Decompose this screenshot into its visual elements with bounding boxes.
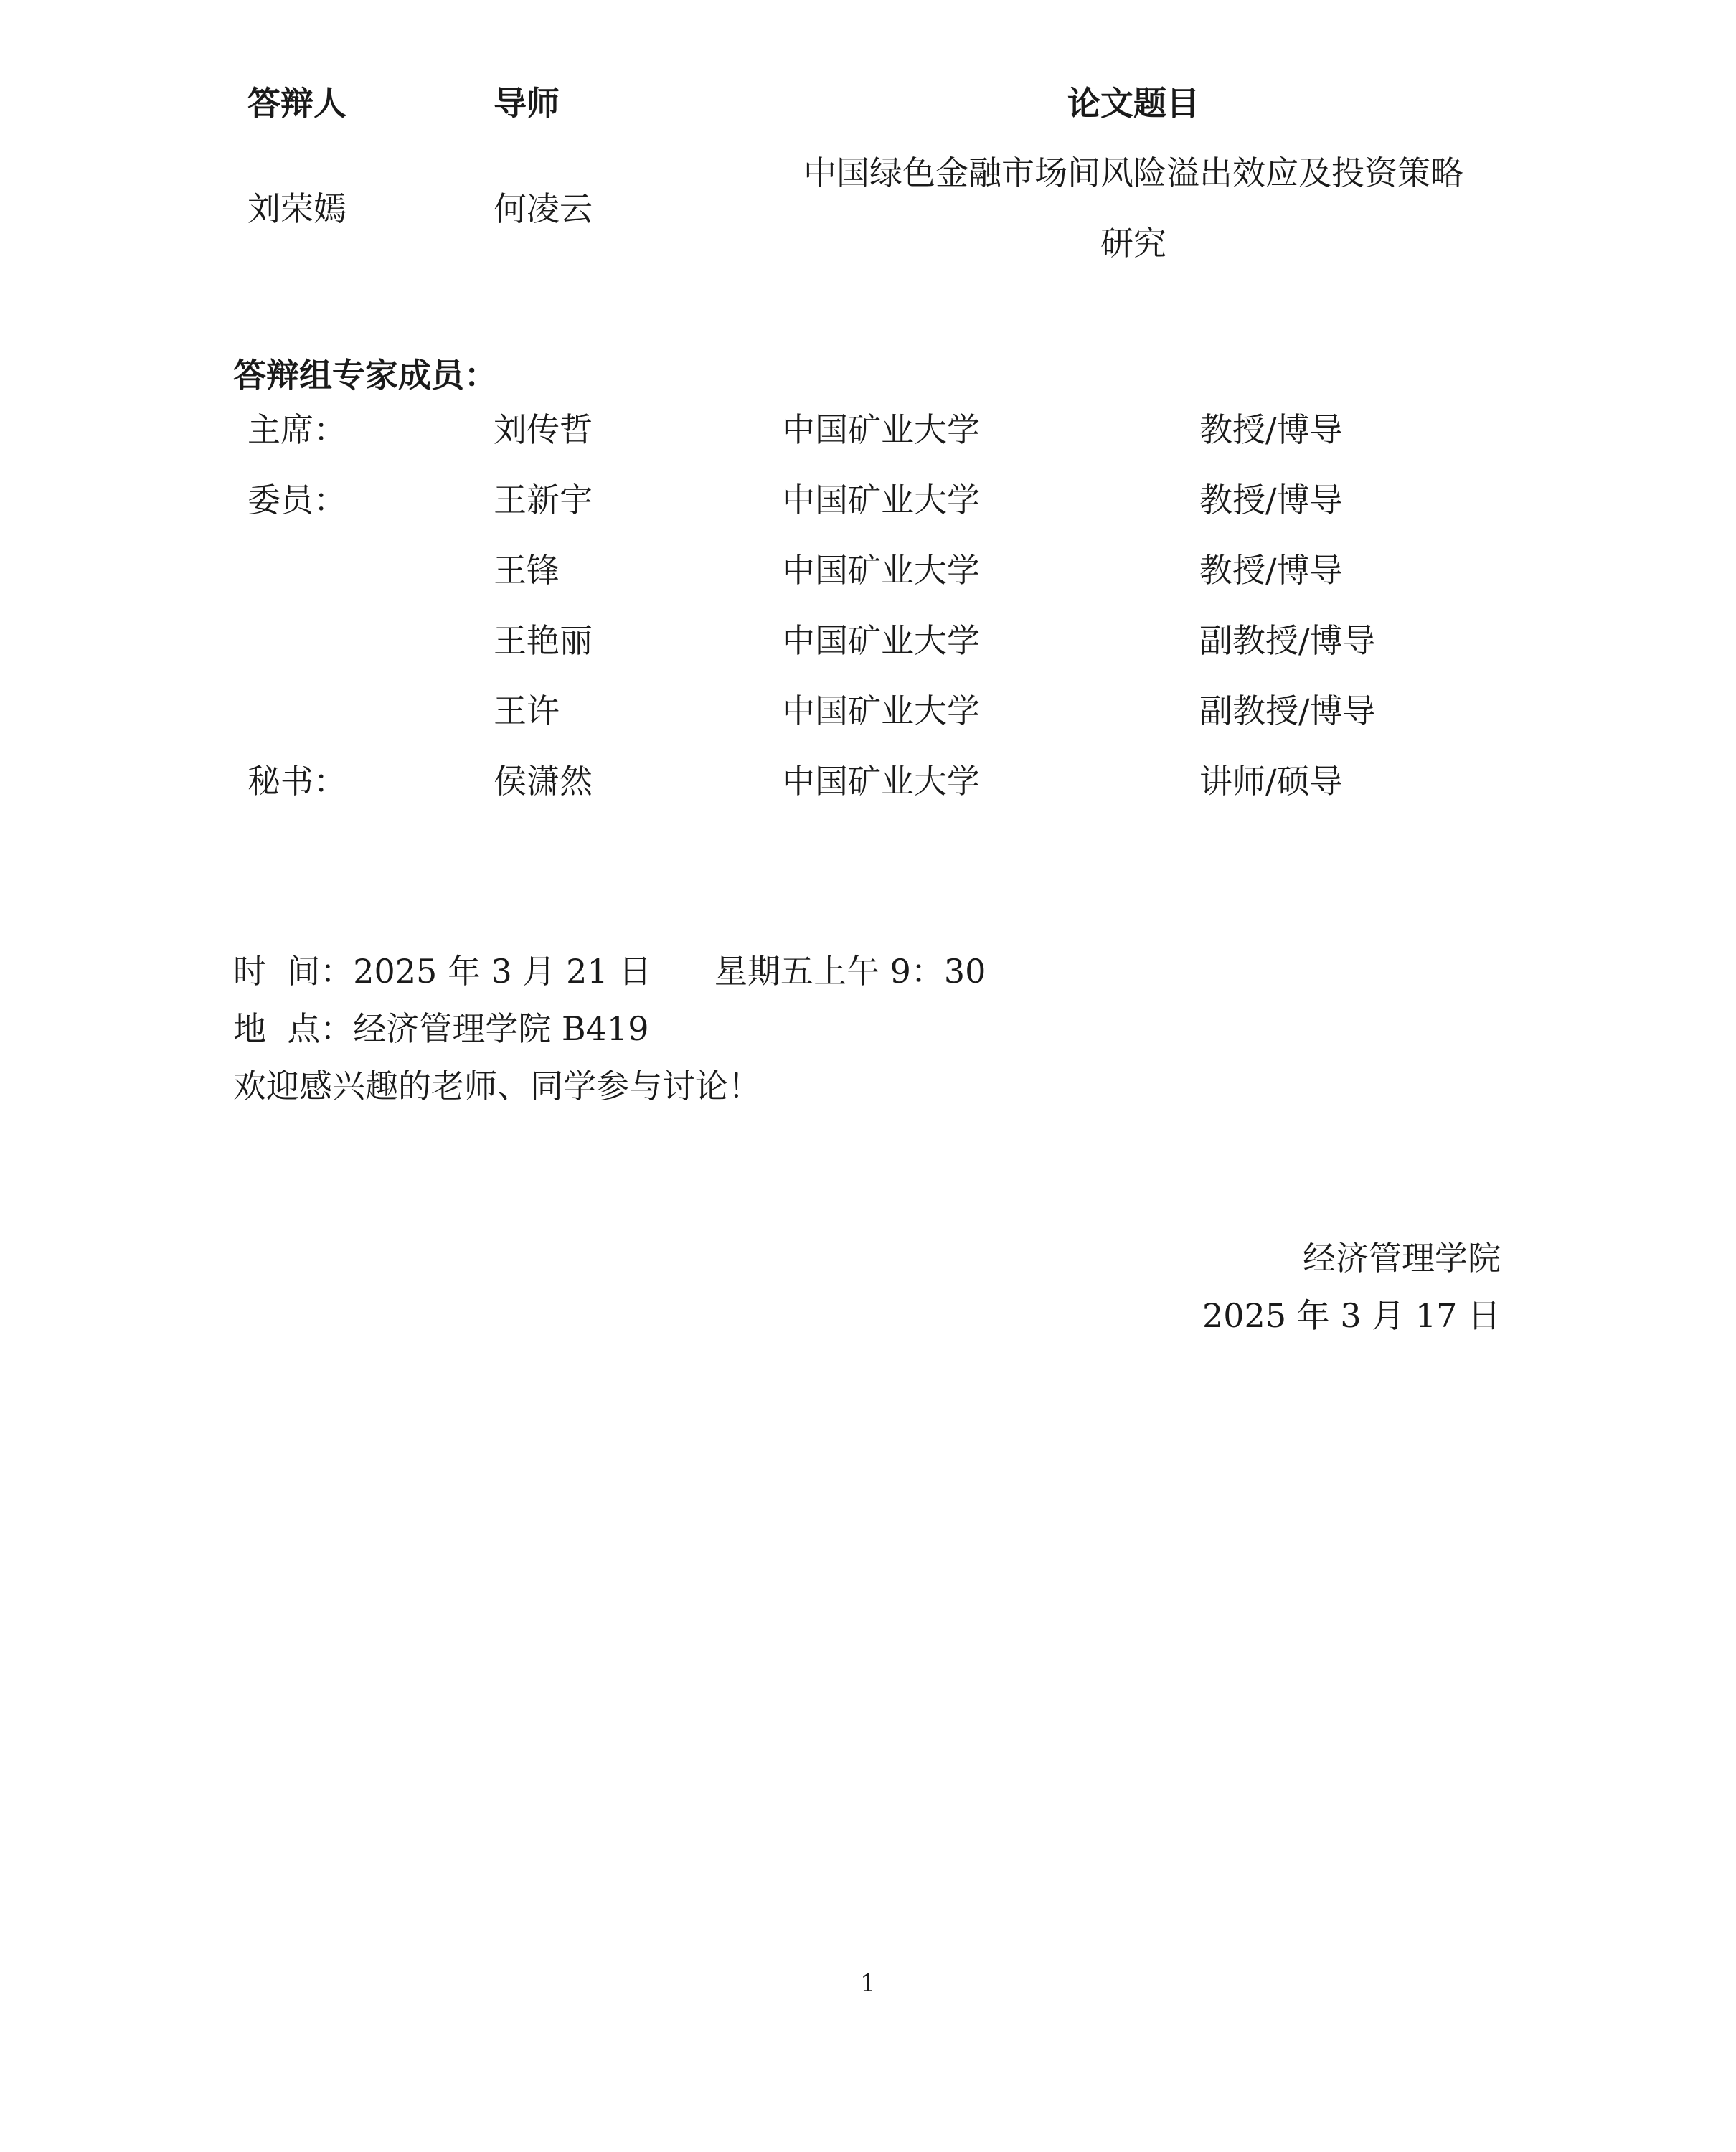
committee-institution: 中国矿业大学 (782, 481, 980, 519)
advisor-name: 何凌云 (494, 189, 593, 228)
signature-organization: 经济管理学院 (1303, 1239, 1501, 1278)
committee-name: 王新宇 (494, 481, 593, 519)
committee-title: 副教授/博导 (1199, 692, 1376, 730)
committee-institution: 中国矿业大学 (782, 762, 980, 801)
committee-role: 委员： (247, 481, 346, 519)
committee-name: 王艳丽 (494, 621, 593, 660)
committee-title: 教授/博导 (1199, 551, 1343, 590)
committee-role: 秘书： (247, 762, 346, 801)
committee-institution: 中国矿业大学 (782, 410, 980, 449)
committee-institution: 中国矿业大学 (782, 551, 980, 590)
committee-title: 教授/博导 (1199, 410, 1343, 449)
meeting-place: 地 点：经济管理学院 B419 (233, 1009, 649, 1048)
committee-role: 主席： (247, 410, 346, 449)
committee-institution: 中国矿业大学 (782, 692, 980, 730)
committee-institution: 中国矿业大学 (782, 621, 980, 660)
committee-name: 刘传哲 (494, 410, 593, 449)
committee-name: 王锋 (494, 551, 560, 590)
signature-date: 2025 年 3 月 17 日 (1202, 1296, 1501, 1335)
thesis-title-line1: 中国绿色金融市场间风险溢出效应及投资策略 (803, 154, 1463, 192)
header-advisor: 导师 (494, 84, 560, 123)
committee-title: 副教授/博导 (1199, 621, 1376, 660)
header-thesis-title: 论文题目 (1067, 84, 1199, 123)
page-number: 1 (860, 1969, 876, 1998)
committee-heading: 答辩组专家成员： (233, 356, 497, 395)
defender-name: 刘荣嫣 (247, 189, 346, 228)
committee-title: 讲师/硕导 (1199, 762, 1343, 801)
header-defender: 答辩人 (247, 84, 346, 123)
committee-title: 教授/博导 (1199, 481, 1343, 519)
thesis-title-line2: 研究 (1100, 224, 1166, 263)
committee-name: 侯潇然 (494, 762, 593, 801)
welcome-message: 欢迎感兴趣的老师、同学参与讨论！ (233, 1067, 761, 1105)
meeting-time: 时 间：2025 年 3 月 21 日 星期五上午 9：30 (233, 952, 986, 991)
committee-name: 王许 (494, 692, 560, 730)
